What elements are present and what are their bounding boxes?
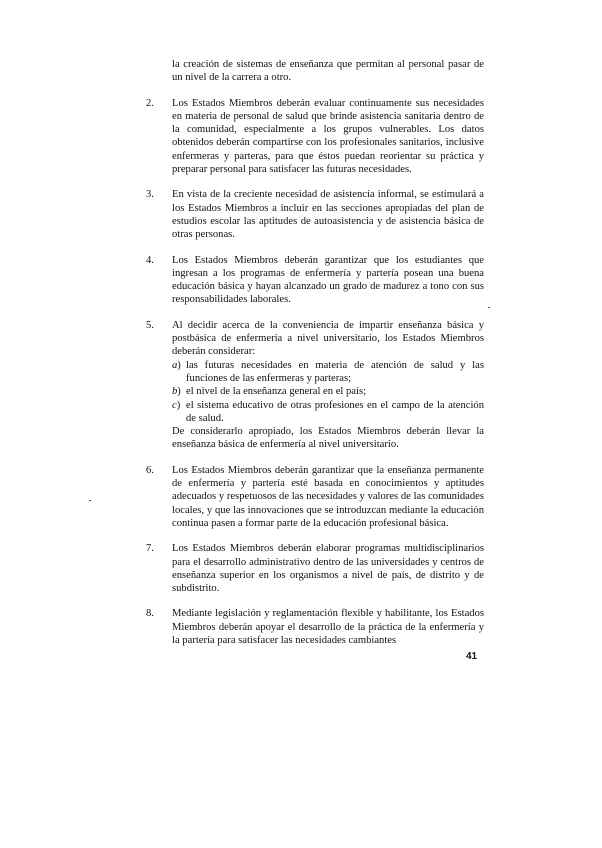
list-item-7 (146, 542, 484, 595)
item-intro: Al decidir acerca de la conveniencia de impartir enseñanza básica y postbásica de enfermería a nivel universitario, los Estados Miembros deberán considerar: (172, 319, 484, 358)
list-item-6 (146, 464, 484, 530)
item-text: Los Estados Miembros deberán garantizar que la enseñanza permanente de enfermería y partería esté basada en conocimientos y aptitudes adecuados y respetuosos de las necesidades y valores de las comunidades locales, y que las innovaciones que se introduzcan mediante la educación continua pasen a formar parte de la educación profesional básica. (172, 464, 484, 529)
list-item-4 (146, 254, 484, 307)
item-number: 4. (146, 254, 154, 266)
subitem-text: las futuras necesidades en materia de atención de salud y las funciones de las enfermeras y parteras; (186, 359, 484, 384)
list-item-2 (146, 97, 484, 177)
item-text: Los Estados Miembros deberán garantizar que los estudiantes que ingresan a los programas de enfermería y partería posean una buena educación básica y hayan alcanzado un grado de madurez a tono con sus responsabilidades laborales. (172, 254, 484, 306)
item-text: En vista de la creciente necesidad de asistencia informal, se estimulará a los Estados Miembros a incluir en las secciones apropiadas del plan de estudios escolar las aptitudes de autoasistencia y de asistencia básica de otras personas. (172, 189, 484, 241)
subitem-text: el sistema educativo de otras profesiones en el campo de la atención de salud. (186, 399, 484, 424)
item-outro: De considerarlo apropiado, los Estados Miembros deberán llevar la enseñanza básica de enfermería al nivel universitario. (172, 426, 484, 451)
subitem-c: c) el sistema educativo de otras profesiones en el campo de la atención de salud. (172, 399, 484, 424)
subitem-b: b) el nivel de la enseñanza general en el país; (172, 385, 484, 398)
item-text: Los Estados Miembros deberán elaborar programas multidisciplinarios para el desarrollo administrativo dentro de las universidades y centros de enseñanza superior en los organismos a nivel de país, de distrito y de subdistrito. (172, 543, 484, 595)
item-number: 8. (146, 608, 154, 620)
item-number: 6. (146, 464, 154, 476)
subitem-label: a (172, 359, 178, 371)
subitem-label: b (172, 386, 178, 398)
item-text: Mediante legislación y reglamentación flexible y habilitante, los Estados Miembros deberán apoyar el desarrollo de la práctica de la enfermería y la partería para satisfacer las necesidades cambiantes (172, 608, 484, 646)
scan-speck (488, 307, 490, 308)
item-number: 7. (146, 543, 154, 555)
subitem-label: c (172, 399, 177, 411)
lead-paragraph: la creación de sistemas de enseñanza que permitan al personal pasar de un nivel de la carrera a otro. (172, 59, 484, 84)
list-item-8 (146, 607, 484, 647)
subitem-text: el nivel de la enseñanza general en el país; (186, 386, 367, 398)
page-number: 41 (466, 651, 478, 662)
item-text: Los Estados Miembros deberán evaluar continuamente sus necesidades en materia de personal de salud que brinde asistencia sanitaria dentro de la comunidad, especialmente a los grupos vulnerables. Los datos obtenidos deberán compartirse con los profesionales sanitarios, inclusive enfermeras y parteras, para que éstos puedan reorientar su práctica y preparar personal para satisfacer las futuras necesidades. (172, 97, 484, 176)
item-number: 2. (146, 97, 154, 109)
item-number: 3. (146, 189, 154, 201)
list-item-5 (146, 319, 484, 452)
list-item-3 (146, 188, 484, 241)
item-number: 5. (146, 319, 154, 331)
subitem-a: a) las futuras necesidades en materia de atención de salud y las funciones de las enfermeras y parteras; (172, 359, 484, 384)
text-column (146, 58, 484, 659)
scan-speck (89, 500, 91, 501)
